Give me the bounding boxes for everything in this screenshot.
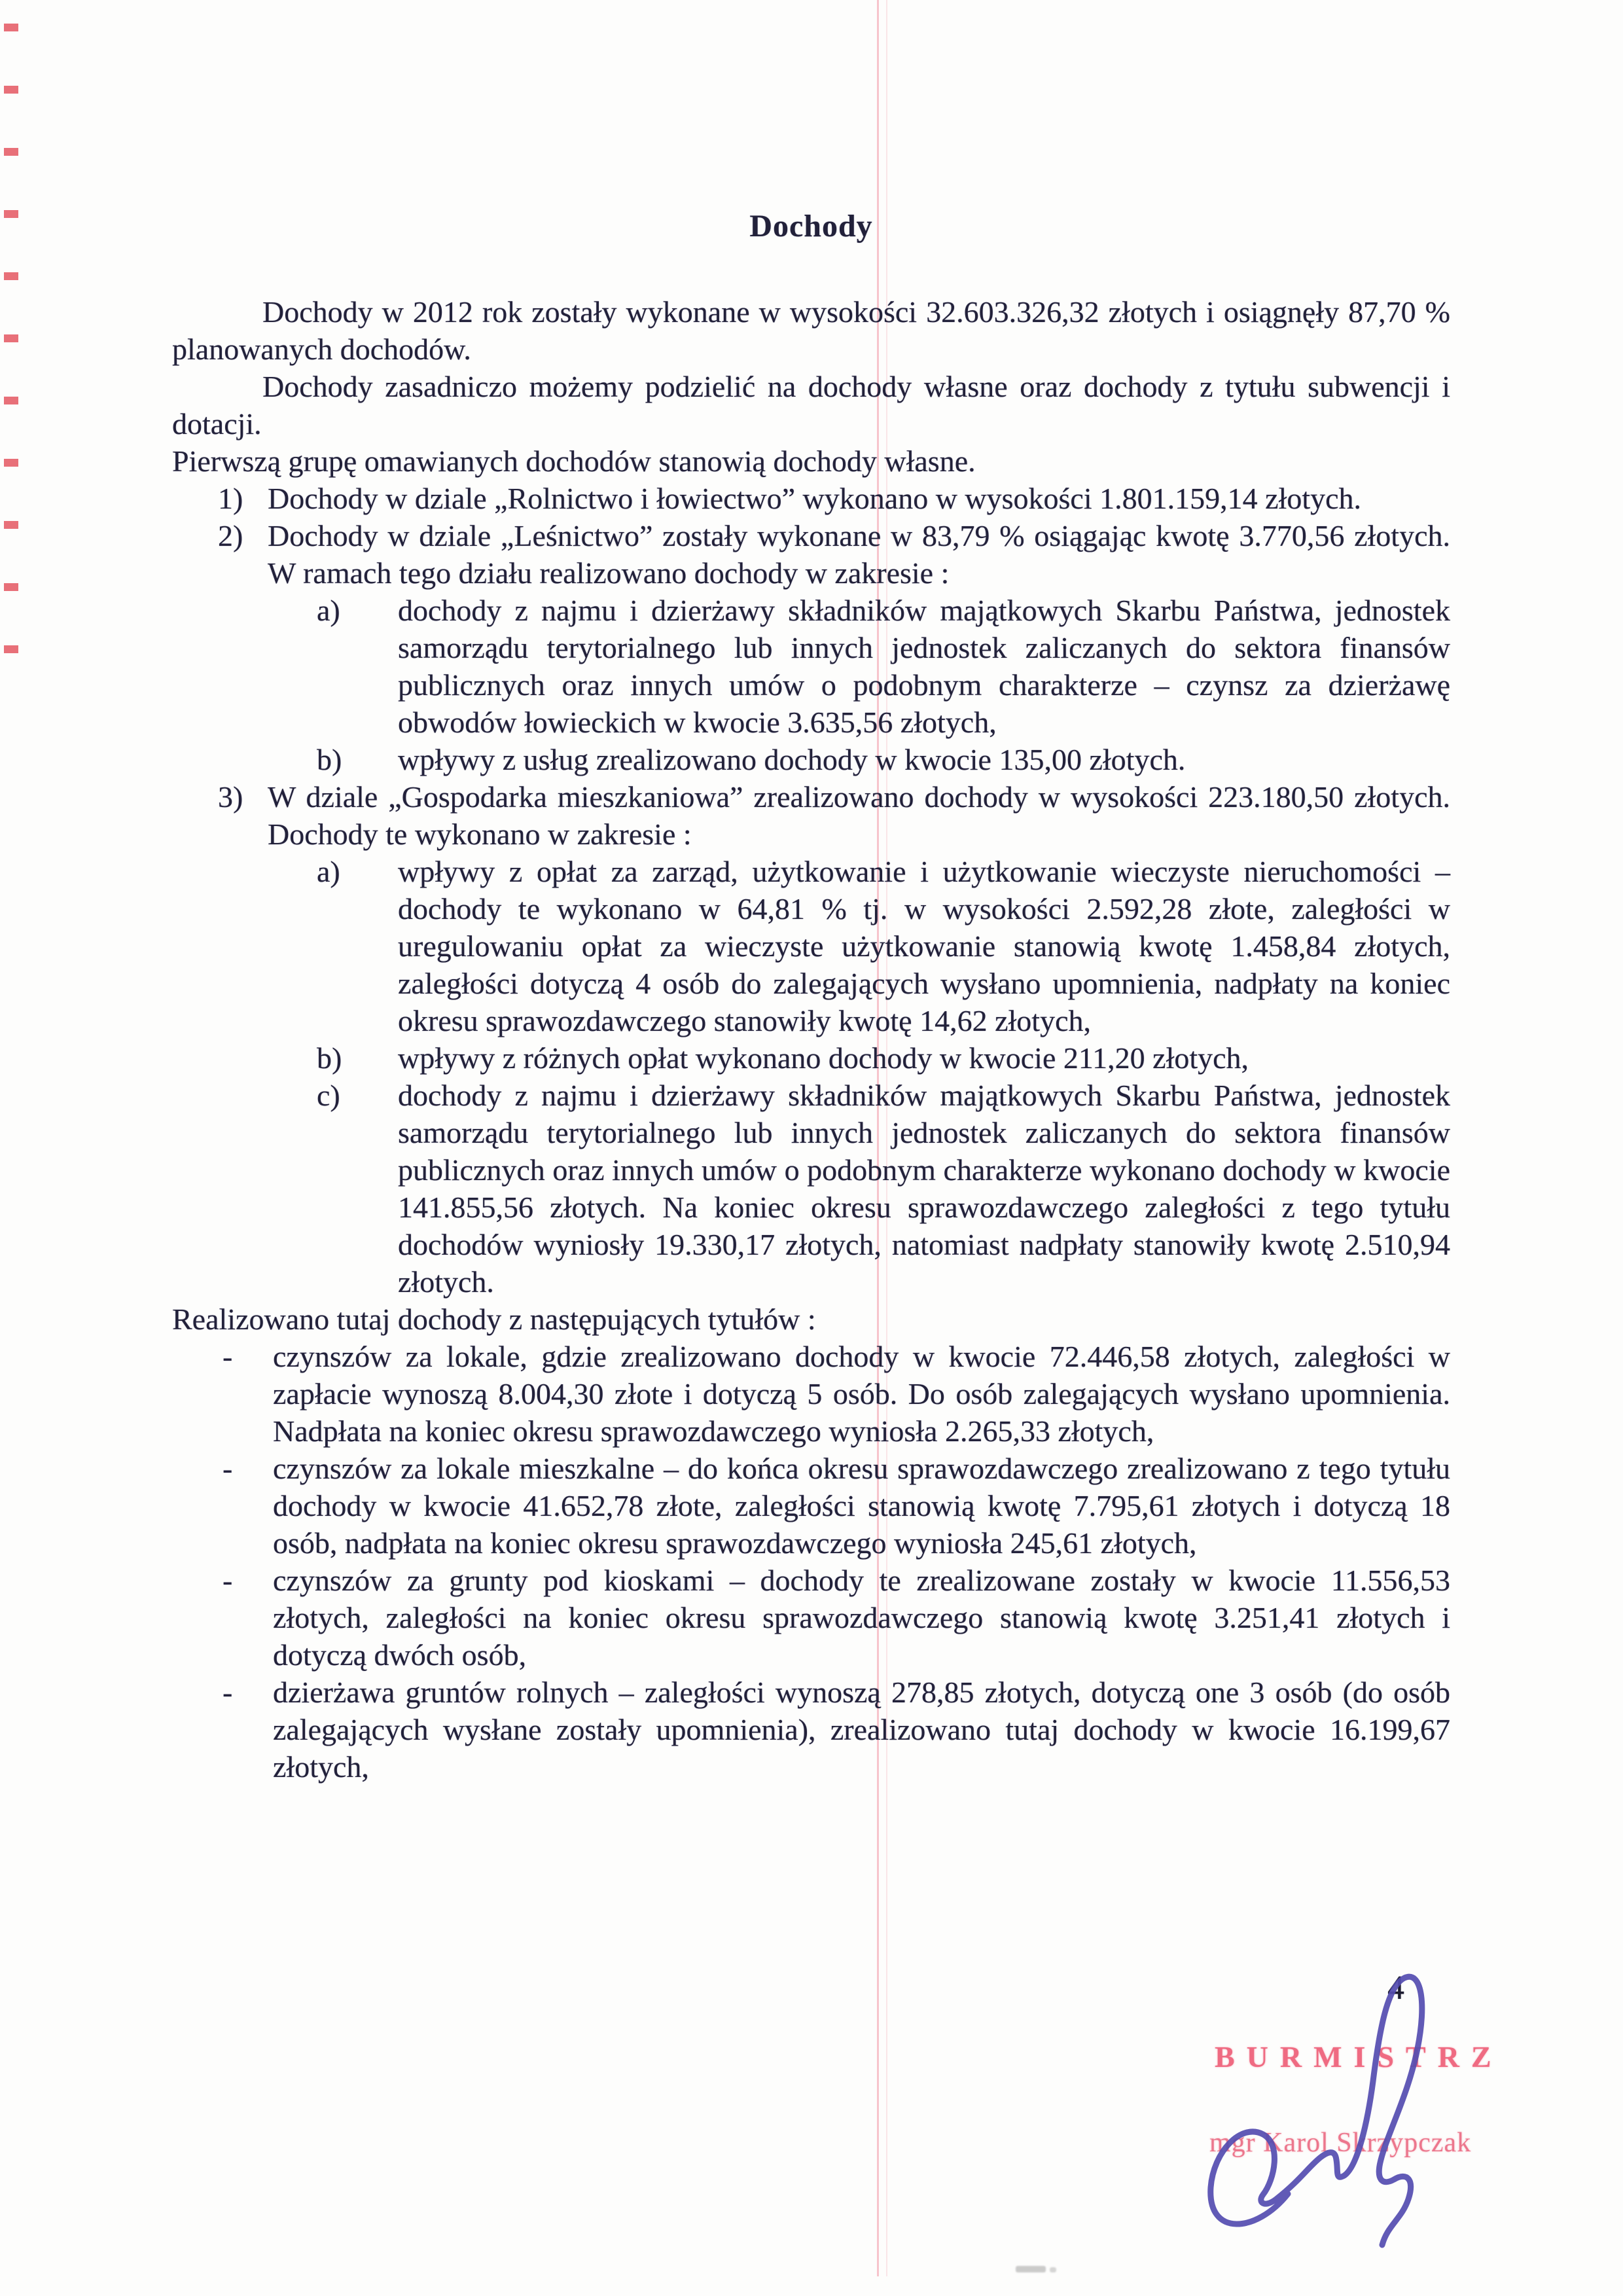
numbered-item-3-marker: 3) xyxy=(218,780,243,814)
numbered-item-1-marker: 1) xyxy=(218,482,243,515)
sub-item-3c-text: dochody z najmu i dzierżawy składników majątkowych Skarbu Państwa, jednostek samorządu terytorialnego lub innych jednostek zaliczanych do sektora finansów publicznych oraz innych umów o podobnym charakterze wykonano dochody w kwocie 141.855,56 złotych. Na koniec okresu sprawozdawczego zaległości z tego tytułu dochodów wyniosły 19.330,17 złotych, natomiast nadpłaty stanowiły kwotę 2.510,94 złotych. xyxy=(398,1079,1450,1299)
intro-paragraph-3: Pierwszą grupę omawianych dochodów stanowią dochody własne. xyxy=(172,444,976,478)
sub-item-2b-marker: b) xyxy=(317,743,342,776)
dash-item-3-marker: - xyxy=(223,1564,233,1597)
dash-list-lead: Realizowano tutaj dochody z następujących tytułów : xyxy=(172,1302,816,1336)
sub-item-3a-text: wpływy z opłat za zarząd, użytkowanie i użytkowanie wieczyste nieruchomości – dochody te wykonano w 64,81 % tj. w wysokości 2.592,28 złote, zaległości w uregulowaniu opłat za wieczyste użytkowanie stanowią kwotę 1.458,84 złotych, zaległości dotyczą 4 osób do zalegających wysłano upomnienia, nadpłaty na koniec okresu sprawozdawczego stanowiły kwotę 14,62 złotych, xyxy=(398,855,1450,1037)
numbered-item-1-text: Dochody w dziale „Rolnictwo i łowiectwo” wykonano w wysokości 1.801.159,14 złotych. xyxy=(268,482,1362,515)
dash-item-4-marker: - xyxy=(223,1676,233,1709)
burmistrz-stamp-title: BURMISTRZ xyxy=(1215,2040,1503,2073)
sub-item-3b-marker: b) xyxy=(317,1041,342,1075)
sub-item-3a-marker: a) xyxy=(317,855,340,888)
sub-item-3b-text: wpływy z różnych opłat wykonano dochody w kwocie 211,20 złotych, xyxy=(398,1041,1249,1075)
dash-item-2-text: czynszów za lokale mieszkalne – do końca okresu sprawozdawczego zrealizowano z tego tytułu dochody w kwocie 41.652,78 złote, zaległości stanowią kwotę 7.795,61 złotych i dotyczą 18 osób, nadpłata na koniec okresu sprawozdawczego wyniosła 245,61 złotych, xyxy=(273,1452,1450,1560)
intro-paragraph-2: Dochody zasadniczo możemy podzielić na dochody własne oraz dochody z tytułu subwencji i dotacji. xyxy=(172,370,1450,440)
dash-item-1-marker: - xyxy=(223,1340,233,1373)
sub-item-2b-text: wpływy z usług zrealizowano dochody w kwocie 135,00 złotych. xyxy=(398,743,1186,776)
intro-paragraph-1: Dochody w 2012 rok zostały wykonane w wysokości 32.603.326,32 złotych i osiągnęły 87,70 % planowanych dochodów. xyxy=(172,295,1450,366)
page-number: 4 xyxy=(1387,1969,1404,2007)
dash-item-4-text: dzierżawa gruntów rolnych – zaległości wynoszą 278,85 złotych, dotyczą one 3 osób (do osób zalegających wysłane zostały upomnienia), zrealizowano tutaj dochody w kwocie 16.199,67 złotych, xyxy=(273,1676,1450,1784)
dash-item-1-text: czynszów za lokale, gdzie zrealizowano dochody w kwocie 72.446,58 złotych, zaległości w zapłacie wynoszą 8.004,30 złote i dotyczą 5 osób. Do osób zalegających wysłano upomnienia. Nadpłata na koniec okresu sprawozdawczego wyniosła 2.265,33 złotych, xyxy=(273,1340,1450,1448)
numbered-item-2-text: Dochody w dziale „Leśnictwo” zostały wykonane w 83,79 % osiągając kwotę 3.770,56 złotych. W ramach tego działu realizowano dochody w zakresie : xyxy=(268,519,1450,590)
numbered-item-2-marker: 2) xyxy=(218,519,243,552)
sub-item-2a-marker: a) xyxy=(317,594,340,627)
document-title: Dochody xyxy=(749,209,873,243)
dash-item-3-text: czynszów za grunty pod kioskami – dochody te zrealizowane zostały w kwocie 11.556,53 złotych, zaległości na koniec okresu sprawozdawczego stanowią kwotę 3.251,41 złotych i dotyczą dwóch osób, xyxy=(273,1564,1450,1672)
sub-item-3c-marker: c) xyxy=(317,1079,340,1112)
numbered-item-3-text: W dziale „Gospodarka mieszkaniowa” zrealizowano dochody w wysokości 223.180,50 złotych. Dochody te wykonano w zakresie : xyxy=(268,780,1450,851)
burmistrz-stamp-name: mgr Karol Skrzypczak xyxy=(1209,2128,1472,2158)
dash-item-2-marker: - xyxy=(223,1452,233,1485)
sub-item-2a-text: dochody z najmu i dzierżawy składników majątkowych Skarbu Państwa, jednostek samorządu terytorialnego lub innych jednostek zaliczanych do sektora finansów publicznych oraz innych umów o podobnym charakterze – czynsz za dzierżawę obwodów łowieckich w kwocie 3.635,56 złotych, xyxy=(398,594,1450,739)
